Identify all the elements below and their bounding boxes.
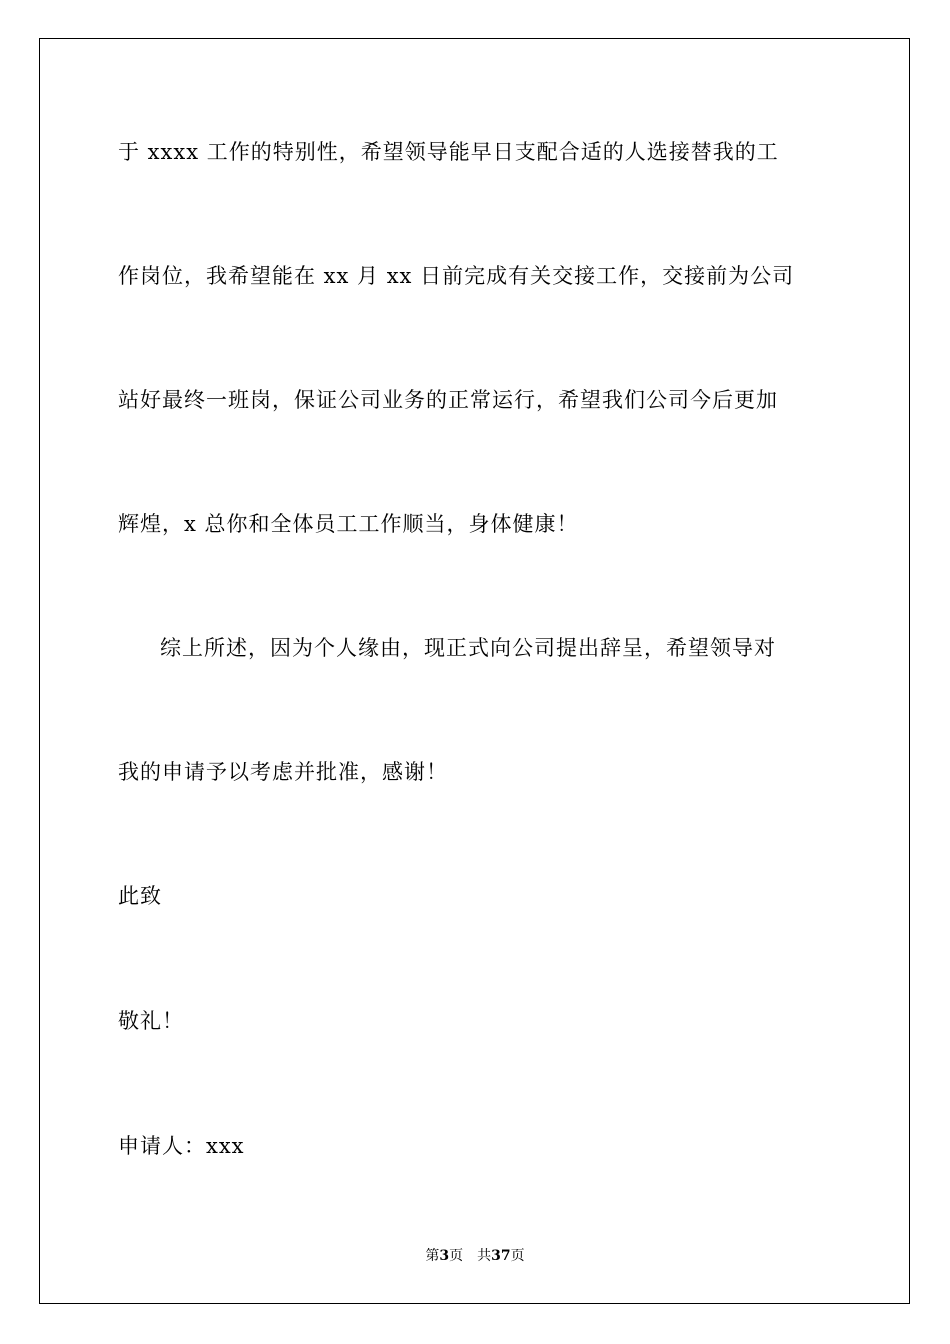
applicant-signature: 申请人：xxx	[118, 1134, 245, 1158]
page-border	[39, 38, 910, 1304]
footer-page-suffix: 页	[449, 1248, 464, 1264]
footer-total-prefix: 共	[477, 1248, 492, 1264]
paragraph-line-2: 作岗位，我希望能在 xx 月 xx 日前完成有关交接工作，交接前为公司	[118, 264, 795, 288]
page-footer	[0, 1246, 950, 1266]
paragraph-line-3: 站好最终一班岗，保证公司业务的正常运行，希望我们公司今后更加	[118, 388, 778, 412]
footer-total-number: 37	[491, 1248, 511, 1264]
footer-page-prefix: 第	[425, 1248, 440, 1264]
closing-regards: 敬礼！	[118, 1009, 184, 1033]
closing-salutation: 此致	[118, 884, 162, 908]
paragraph-line-5: 综上所述，因为个人缘由，现正式向公司提出辞呈，希望领导对	[160, 636, 776, 660]
footer-page-number: 3	[439, 1248, 450, 1264]
paragraph-line-6: 我的申请予以考虑并批准，感谢！	[118, 760, 448, 784]
paragraph-line-4: 辉煌，x 总你和全体员工工作顺当，身体健康！	[118, 512, 579, 536]
paragraph-line-1: 于 xxxx 工作的特别性，希望领导能早日支配合适的人选接替我的工	[118, 140, 779, 164]
footer-total-suffix: 页	[510, 1248, 525, 1264]
